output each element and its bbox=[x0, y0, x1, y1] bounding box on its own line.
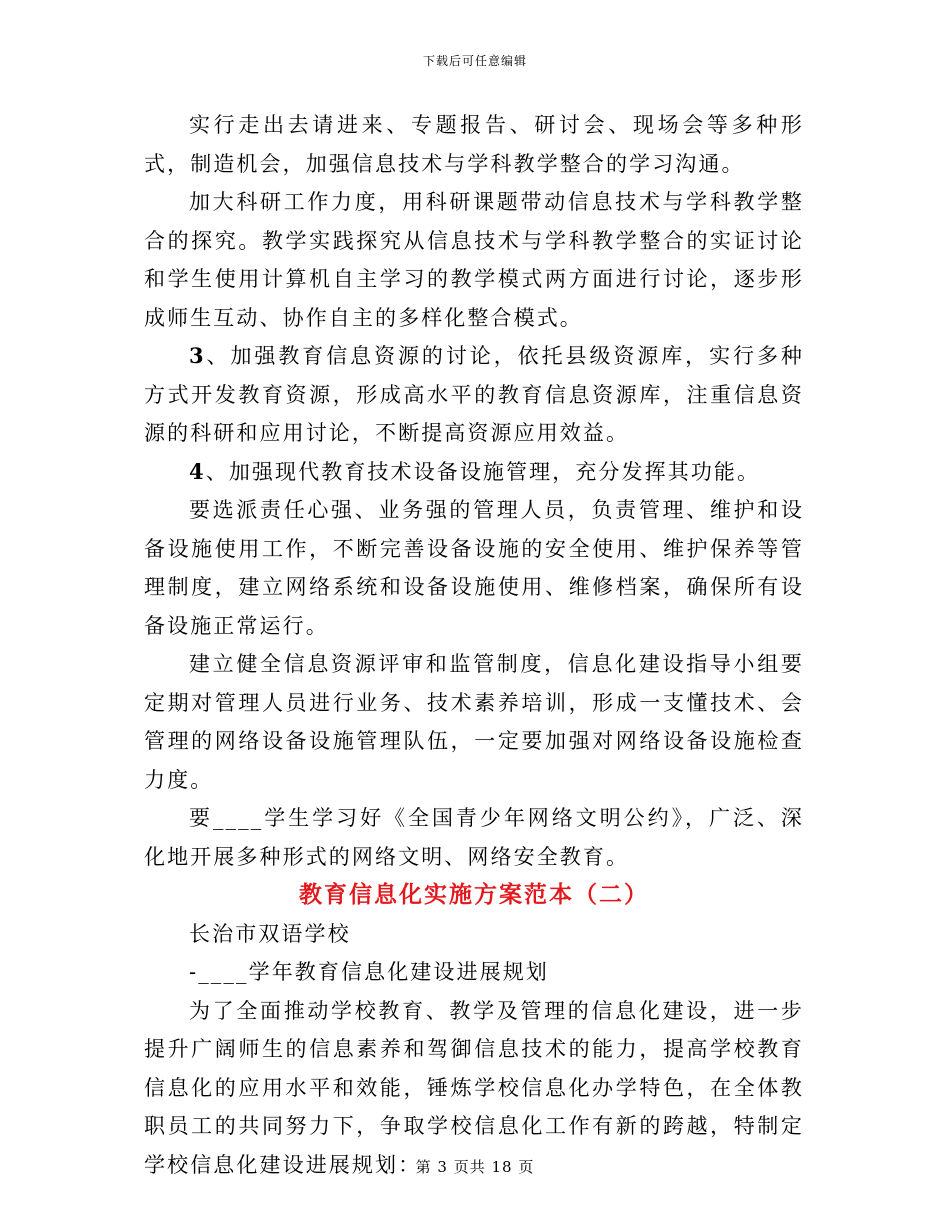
paragraph-resources bbox=[144, 337, 804, 453]
page-footer: 第 3 页共 18 页 bbox=[415, 1158, 535, 1176]
paragraph-review-system: 建立健全信息资源评审和监管制度，信息化建设指导小组要定期对管理人员进行业务、技术素养培训，形成一支懂技术、会管理的网络设备设施管理队伍，一定要加强对网络设备设施检查力度。 bbox=[144, 652, 804, 792]
paragraph-equipment-heading bbox=[144, 453, 804, 492]
paragraph-exchange: 实行走出去请进来、专题报告、研讨会、现场会等多种形式，制造机会，加强信息技术与学科教学整合的学习沟通。 bbox=[144, 113, 804, 176]
paragraph-intro: 为了全面推动学校教育、教学及管理的信息化建设，进一步提升广阔师生的信息素养和驾御信息技术的能力，提高学校教育信息化的应用水平和效能，锤炼学校信息化办学特色，在全体教职员工的共同努力下，争取学校信息化工作有新的跨越，特制定学校信息化建设进展规划： bbox=[144, 998, 804, 1177]
paragraph-network-civility: 要____学生学习好《全国青少年网络文明公约》，广泛、深化地开展多种形式的网络文明、网络安全教育。 bbox=[144, 806, 804, 869]
paragraph-management-staff: 要选派责任心强、业务强的管理人员，负责管理、维护和设备设施使用工作，不断完善设备设施的安全使用、维护保养等管理制度，建立网络系统和设备设施使用、维修档案，确保所有设备设施正常运行。 bbox=[144, 498, 804, 638]
plan-title: -____学年教育信息化建设进展规划 bbox=[189, 960, 549, 984]
document-body bbox=[144, 106, 804, 1184]
item-number: 4 bbox=[189, 458, 206, 484]
paragraph-text: 、加强现代教育技术设备设施管理，充分发挥其功能。 bbox=[205, 459, 761, 484]
paragraph-research: 加大科研工作力度，用科研课题带动信息技术与学科教学整合的探究。教学实践探究从信息技术与学科教学整合的实证讨论和学生使用计算机自主学习的教学模式两方面进行讨论，逐步形成师生互动、协作自主的多样化整合模式。 bbox=[144, 190, 804, 330]
page-header: 下载后可任意编辑 bbox=[422, 54, 527, 68]
item-number: 3 bbox=[189, 343, 206, 368]
school-name: 长治市双语学校 bbox=[189, 921, 351, 946]
paragraph-text: 、加强教育信息资源的讨论，依托县级资源库，实行多种方式开发教育资源，形成高水平的教育信息资源库，注重信息资源的科研和应用讨论，不断提高资源应用效益。 bbox=[144, 344, 804, 445]
section-title: 教育信息化实施方案范本（二） bbox=[299, 881, 649, 908]
